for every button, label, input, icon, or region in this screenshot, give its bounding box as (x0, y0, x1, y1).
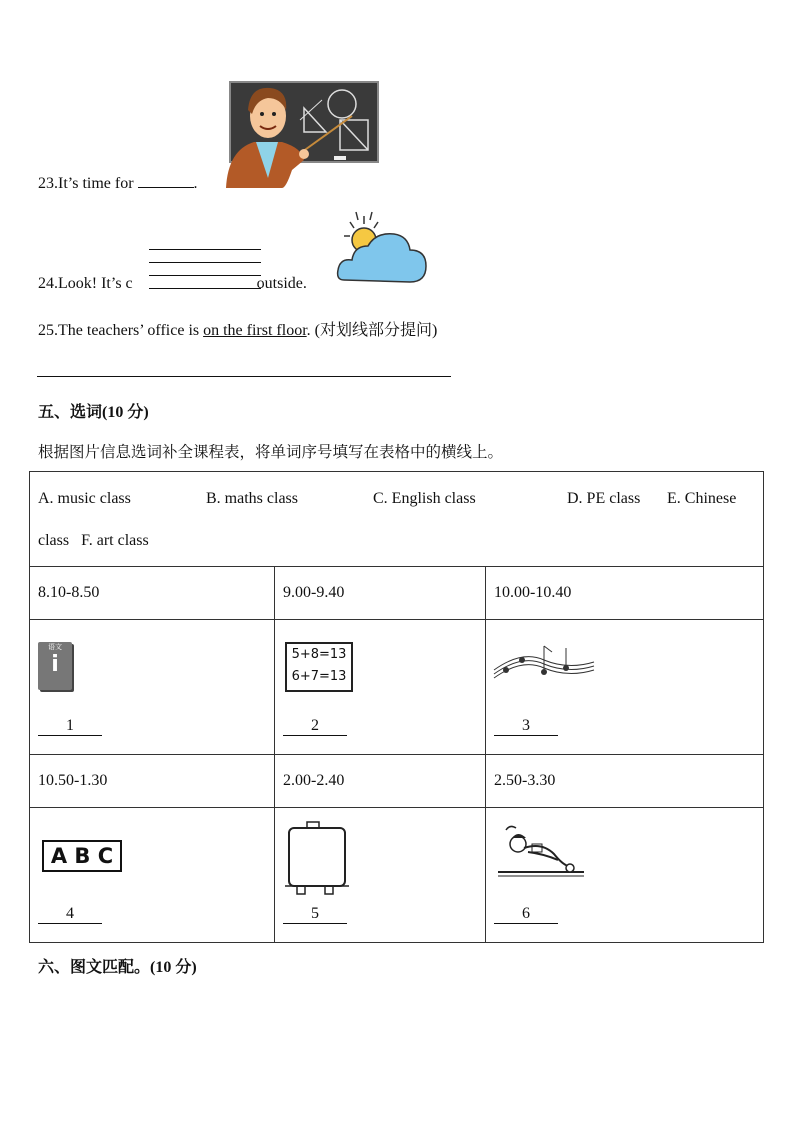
picture-cell-4 (30, 808, 275, 943)
drawing-board-icon (283, 820, 353, 896)
question-25-text: 25.The teachers’ office is (38, 322, 204, 339)
section-6-title: 六、图文匹配。(10 分) (38, 959, 197, 976)
question-24 (38, 275, 307, 293)
high-jump-icon (492, 820, 588, 892)
question-23-blank[interactable] (138, 173, 194, 188)
time-cell: 8.10-8.50 (30, 567, 275, 620)
blank-6[interactable]: 6 (494, 905, 558, 924)
question-25-instruction: . (对划线部分提问) (306, 322, 438, 339)
option-f: class F. art class (38, 532, 149, 549)
question-25-underlined: on the first floor (203, 322, 307, 339)
options-cell (30, 472, 764, 567)
chinese-book-icon: 语文 i (38, 642, 72, 690)
question-25 (38, 317, 437, 340)
question-24-suffix: outside. (256, 275, 307, 292)
picture-cell-5 (275, 808, 486, 943)
time-cell: 2.50-3.30 (486, 755, 764, 808)
blank-2[interactable]: 2 (283, 717, 347, 736)
schedule-table (29, 471, 764, 943)
option-b: B. maths class (206, 490, 298, 507)
section-5-title: 五、选词(10 分) (38, 404, 149, 421)
cloudy-weather-icon (336, 210, 431, 290)
option-d: D. PE class (567, 490, 641, 507)
blank-5[interactable]: 5 (283, 905, 347, 924)
answer-line-25[interactable] (37, 376, 451, 377)
blank-3[interactable]: 3 (494, 717, 558, 736)
question-23-text: 23.It’s time for (38, 175, 134, 192)
abc-icon: A B C (42, 840, 122, 872)
time-cell: 10.50-1.30 (30, 755, 275, 808)
picture-cell-3 (486, 620, 764, 755)
picture-cell-1 (30, 620, 275, 755)
time-cell: 10.00-10.40 (486, 567, 764, 620)
blank-1[interactable]: 1 (38, 717, 102, 736)
time-cell: 9.00-9.40 (275, 567, 486, 620)
option-e: E. Chinese (667, 490, 737, 507)
picture-cell-6 (486, 808, 764, 943)
blank-4[interactable]: 4 (38, 905, 102, 924)
question-23 (38, 173, 198, 193)
picture-cell-2 (275, 620, 486, 755)
teacher-illustration (222, 80, 382, 190)
option-c: C. English class (373, 490, 476, 507)
time-cell: 2.00-2.40 (275, 755, 486, 808)
section-5-instruction: 根据图片信息选词补全课程表，将单词序号填写在表格中的横线上。 (38, 443, 504, 461)
math-board-icon: 5+8=13 6+7=13 (285, 642, 353, 692)
question-24-prefix: 24.Look! It’s c (38, 275, 133, 292)
music-notes-icon (492, 640, 596, 684)
question-23-end: . (193, 175, 198, 192)
option-a: A. music class (38, 490, 131, 507)
